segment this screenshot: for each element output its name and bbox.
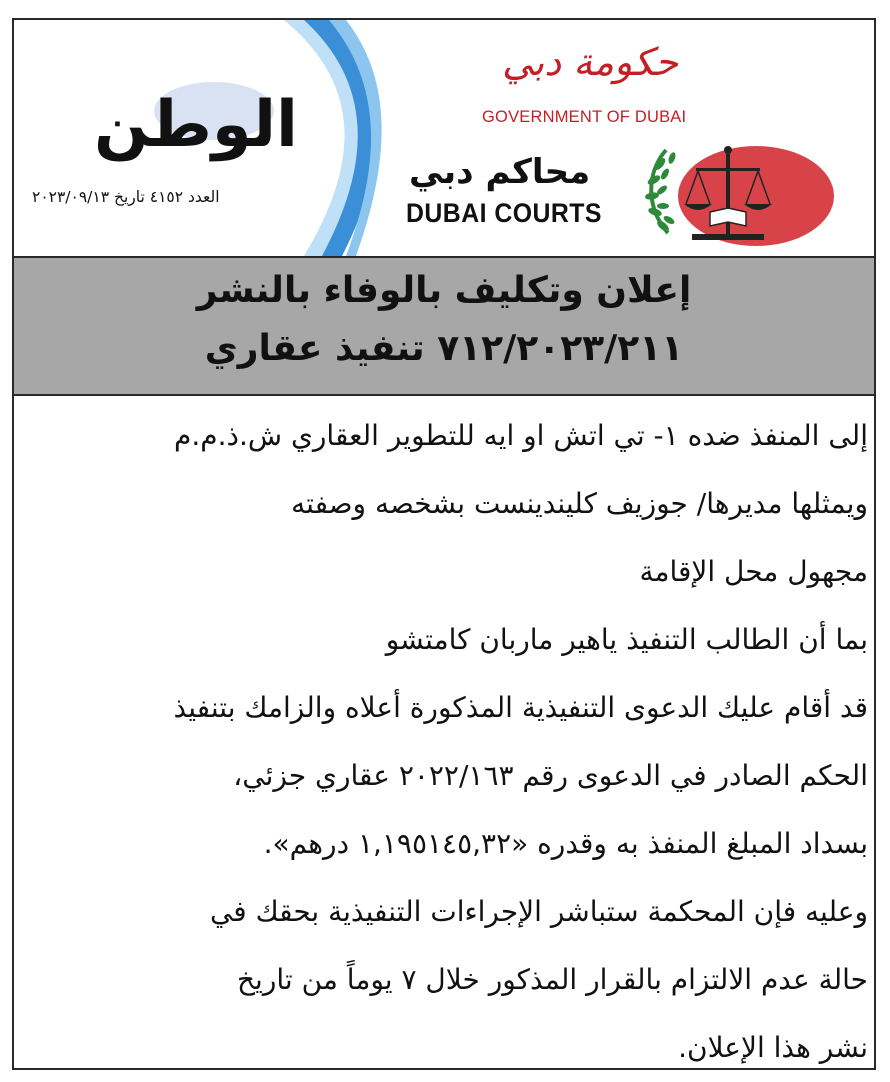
- body-line: مجهول محل الإقامة: [639, 555, 868, 588]
- wave-decoration-icon: [284, 20, 394, 256]
- issue-date-line: العدد ٤١٥٢ تاريخ ٢٠٢٣/٠٩/١٣: [32, 188, 220, 206]
- body-line: وعليه فإن المحكمة ستباشر الإجراءات التنفيذية بحقك في: [209, 895, 868, 928]
- announcement-body: [22, 402, 868, 1082]
- announcement-title: إعلان وتكليف بالوفاء بالنشر: [196, 270, 692, 311]
- advertisement-frame: [12, 18, 876, 1070]
- header: [14, 20, 874, 256]
- case-number-title: ٧١٢/٢٠٢٣/٢١١ تنفيذ عقاري: [204, 328, 684, 369]
- body-line: بسداد المبلغ المنفذ به وقدره «١,١٩٥١٤٥,٣٢ درهم».: [263, 827, 868, 860]
- body-line: حالة عدم الالتزام بالقرار المذكور خلال ٧ يوماً من تاريخ: [236, 963, 868, 996]
- government-english-name: GOVERNMENT OF DUBAI: [482, 108, 687, 126]
- courts-arabic-name: محاكم دبي: [409, 152, 591, 192]
- body-line: ويمثلها مديرها/ جوزيف كليندينست بشخصه وصفته: [291, 487, 868, 520]
- body-line: قد أقام عليك الدعوى التنفيذية المذكورة أعلاه والزامك بتنفيذ: [173, 691, 868, 724]
- government-arabic-logo: حكومة دبي: [502, 40, 679, 84]
- body-line: نشر هذا الإعلان.: [678, 1031, 868, 1064]
- body-line: الحكم الصادر في الدعوى رقم ٢٠٢٢/١٦٣ عقاري جزئي،: [233, 759, 868, 792]
- body-line: بما أن الطالب التنفيذ ياهير ماربان كامتشو: [385, 623, 868, 656]
- courts-english-name: DUBAI COURTS: [406, 198, 602, 228]
- newspaper-logo: الوطن: [94, 88, 298, 162]
- title-band: [14, 256, 874, 396]
- courts-scales-emblem-icon: [638, 138, 838, 250]
- body-line: إلى المنفذ ضده ١- تي اتش او ايه للتطوير العقاري ش.ذ.م.م: [174, 419, 868, 452]
